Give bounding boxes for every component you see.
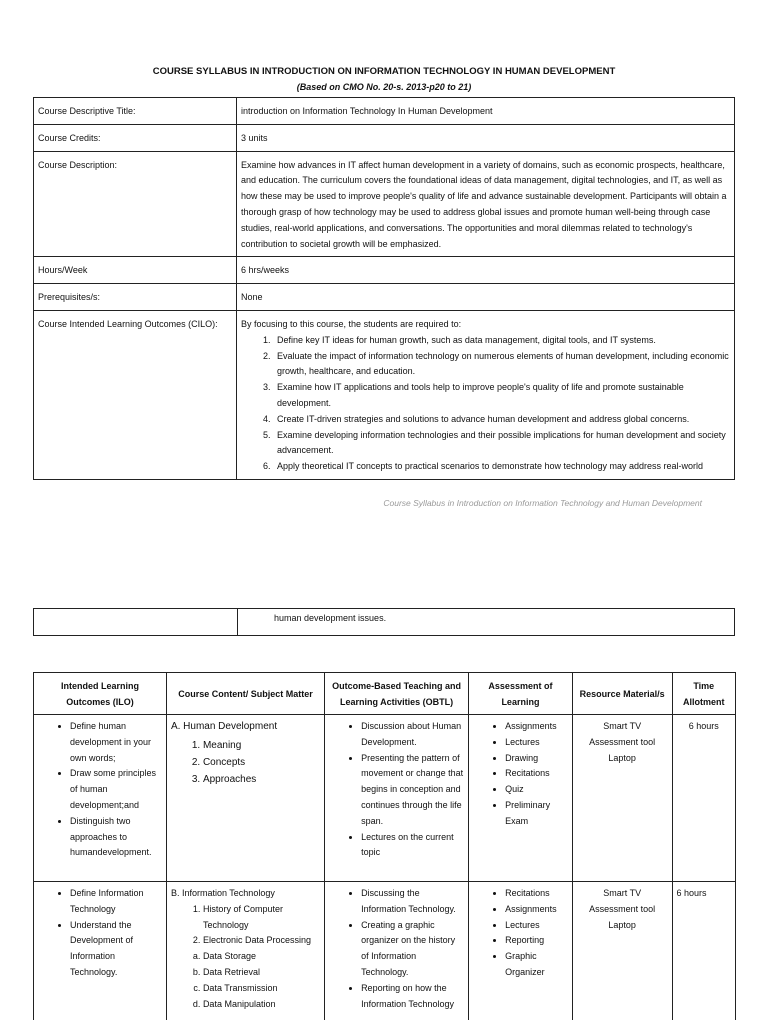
table-row (34, 98, 735, 125)
header-content: Course Content/ Subject Matter (166, 673, 324, 715)
list-item: • Reporting on how the Information Technology (361, 981, 464, 1013)
list-item: 1. History of Computer Technology (203, 902, 320, 934)
list-item: b. Data Retrieval (203, 965, 320, 981)
cilo-intro: By focusing to this course, the students are required to: (241, 318, 462, 329)
list-item: • Assignments (505, 902, 568, 918)
list-item: • Discussing the Information Technology. (361, 886, 464, 918)
ilo-cell (34, 882, 167, 1021)
learning-matrix-table (33, 672, 736, 1020)
list-item: 1. Meaning (203, 737, 320, 754)
resource-item: Laptop (608, 752, 636, 763)
course-title-label: Course Descriptive Title: (34, 98, 237, 125)
cilo-value (237, 310, 735, 479)
hours-label: Hours/Week (34, 257, 237, 284)
list-item: • Distinguish two approaches to humandevelopment. (70, 814, 162, 861)
table-row (34, 609, 735, 636)
content-title: B. Information Technology (170, 888, 275, 898)
header-obtl: Outcome-Based Teaching and Learning Activities (OBTL) (325, 673, 469, 715)
table-row (34, 151, 735, 257)
table-row (34, 124, 735, 151)
cilo-label: Course Intended Learning Outcomes (CILO): (34, 310, 237, 479)
list-item: • Lectures on the current topic (361, 830, 464, 862)
resource-item: Assessment tool (589, 903, 656, 914)
header-resources: Resource Material/s (572, 673, 672, 715)
list-item: 2. Electronic Data Processing (203, 933, 320, 949)
prerequisites-label: Prerequisites/s: (34, 284, 237, 311)
list-item: • Presenting the pattern of movement or change that begins in conception and continues through the life span. (361, 751, 464, 830)
list-item: • Lectures (505, 735, 568, 751)
continuation-text: human development issues. (274, 613, 387, 623)
continuation-cell (238, 609, 735, 636)
resource-item: Assessment tool (589, 736, 656, 747)
course-credits-value: 3 units (237, 124, 735, 151)
list-item: • Recitations (505, 886, 568, 902)
course-info-table (33, 97, 735, 480)
list-item: • Graphic Organizer (505, 949, 568, 981)
continuation-label-cell (34, 609, 238, 636)
table-row (34, 715, 736, 882)
list-item: a. Data Storage (203, 949, 320, 965)
list-item: • Lectures (505, 918, 568, 934)
ilo-cell (34, 715, 167, 882)
header-ilo: Intended Learning Outcomes (ILO) (34, 673, 167, 715)
table-row (34, 310, 735, 479)
list-item: 1. Define key IT ideas for human growth, such as data management, digital tools, and IT systems. (273, 333, 730, 349)
syllabus-title: COURSE SYLLABUS IN INTRODUCTION ON INFORMATION TECHNOLOGY IN HUMAN DEVELOPMENT (152, 66, 616, 77)
list-item: • Assignments (505, 719, 568, 735)
list-item: • Preliminary Exam (505, 798, 568, 830)
list-item: 3. Examine how IT applications and tools help to improve people's quality of life and promote sustainable development. (273, 380, 730, 412)
resources-cell (572, 882, 672, 1021)
page-footer: Course Syllabus in Introduction on Information Technology and Human Development (383, 498, 702, 508)
content-cell (166, 715, 324, 882)
table-row (34, 257, 735, 284)
course-description-label: Course Description: (34, 151, 237, 257)
content-title: A. Human Development (170, 721, 278, 732)
hours-value: 6 hrs/weeks (237, 257, 735, 284)
list-item: • Draw some principles of human development;and (70, 766, 162, 813)
list-item: • Define human development in your own words; (70, 719, 162, 766)
obtl-cell (325, 715, 469, 882)
list-item: • Discussion about Human Development. (361, 719, 464, 751)
time-cell: 6 hours (672, 715, 735, 882)
assessment-cell (469, 715, 573, 882)
resource-item: Smart TV (603, 888, 642, 898)
list-item: d. Data Manipulation (203, 997, 320, 1013)
resource-item: Laptop (608, 919, 636, 930)
content-cell (166, 882, 324, 1021)
list-item: • Quiz (505, 782, 568, 798)
list-item: 2. Concepts (203, 754, 320, 771)
list-item: 3. Approaches (203, 771, 320, 788)
prerequisites-value: None (237, 284, 735, 311)
list-item: • Define Information Technology (70, 886, 162, 918)
course-credits-label: Course Credits: (34, 124, 237, 151)
list-item: 2. Evaluate the impact of information technology on numerous elements of human development, including economic growth, healthcare, and education. (273, 349, 730, 381)
course-title-value: introduction on Information Technology In Human Development (237, 98, 735, 125)
list-item: • Creating a graphic organizer on the history of Information Technology. (361, 918, 464, 981)
header-time: Time Allotment (672, 673, 735, 715)
list-item: 4. Create IT-driven strategies and solutions to advance human development and address global concerns. (273, 412, 730, 428)
table-row (34, 882, 736, 1021)
table-row (34, 284, 735, 311)
resources-cell (572, 715, 672, 882)
syllabus-subtitle: (Based on CMO No. 20-s. 2013-p20 to 21) (296, 82, 472, 92)
list-item: c. Data Transmission (203, 981, 320, 997)
list-item: 6. Apply theoretical IT concepts to practical scenarios to demonstrate how technology may address real-world (273, 459, 730, 475)
table-header-row (34, 673, 736, 715)
header-assessment: Assessment of Learning (469, 673, 573, 715)
list-item: • Recitations (505, 766, 568, 782)
cilo-list (241, 333, 730, 475)
obtl-cell (325, 882, 469, 1021)
list-item: 5. Examine developing information technologies and their possible implications for human development and society advancement. (273, 428, 730, 460)
assessment-cell (469, 882, 573, 1021)
course-description-value: Examine how advances in IT affect human development in a variety of domains, such as economic prospects, healthcare, and education. The curriculum covers the foundational ideas of data management, digital technologies, and IT, as well as how these may be used to improve people's quality of life and advance sustainable development. Participants will obtain a thorough grasp of how technology may be used to address global issues and promote human well-being through case studies, real-world applications, and conversations. The opportunities and moral dilemmas related to technology's contribution to societal growth will be emphasized. (237, 151, 735, 257)
list-item: • Reporting (505, 933, 568, 949)
list-item: • Drawing (505, 751, 568, 767)
continuation-table (33, 608, 735, 636)
list-item: • Understand the Development of Information Technology. (70, 918, 162, 981)
time-cell: 6 hours (672, 882, 735, 1021)
resource-item: Smart TV (603, 721, 642, 731)
